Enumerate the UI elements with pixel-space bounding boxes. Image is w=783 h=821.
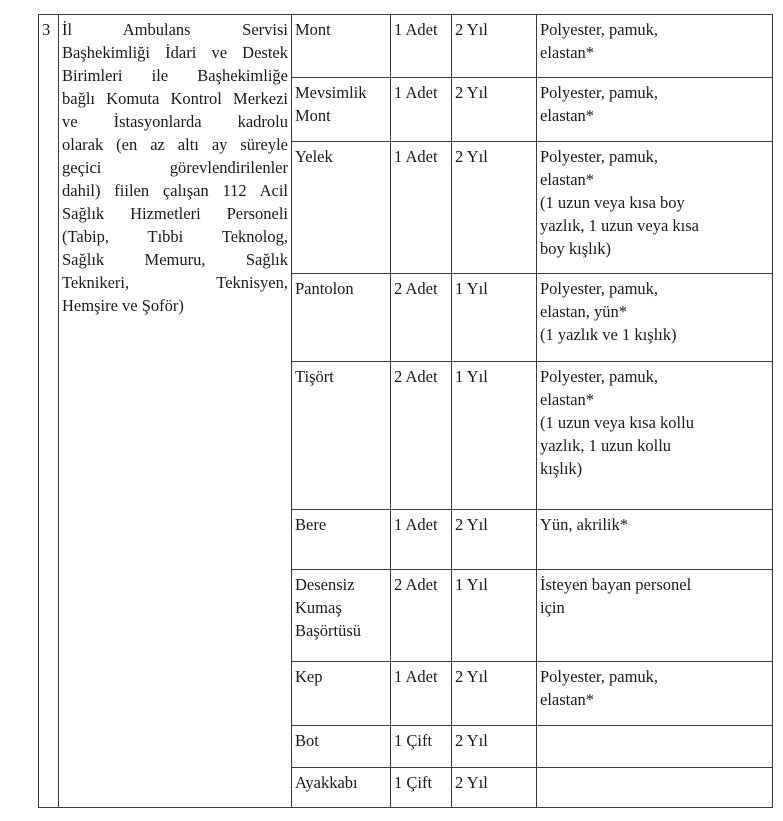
material-line: kışlık) — [540, 459, 583, 478]
item-period: 2 Yıl — [452, 15, 537, 78]
item-period: 2 Yıl — [452, 78, 537, 142]
description-line: olarak (en az altı ay süreyle — [62, 135, 288, 154]
material-line: Polyester, pamuk, — [540, 279, 659, 298]
material-line: (1 yazlık ve 1 kışlık) — [540, 325, 677, 344]
description-line: Teknikeri, Teknisyen, — [62, 273, 288, 292]
clothing-allowance-table — [38, 14, 773, 808]
material-line: (1 uzun veya kısa boy — [540, 193, 685, 212]
material-line: Polyester, pamuk, — [540, 20, 659, 39]
material-line: elastan* — [540, 43, 595, 62]
item-name: Bot — [292, 726, 391, 768]
item-name: Tişört — [292, 362, 391, 510]
table-row — [39, 15, 773, 78]
item-quantity: 1 Adet — [391, 142, 452, 274]
item-period: 2 Yıl — [452, 662, 537, 726]
item-name: Desensiz Kumaş Başörtüsü — [292, 570, 391, 662]
item-period: 1 Yıl — [452, 274, 537, 362]
item-quantity: 2 Adet — [391, 570, 452, 662]
item-quantity: 2 Adet — [391, 274, 452, 362]
material-line: (1 uzun veya kısa kollu — [540, 413, 694, 432]
description-line: (Tabip, Tıbbi Teknolog, — [62, 227, 288, 246]
item-name: Kep — [292, 662, 391, 726]
item-period: 2 Yıl — [452, 726, 537, 768]
item-period: 2 Yıl — [452, 142, 537, 274]
material-line: boy kışlık) — [540, 239, 612, 258]
item-material — [537, 726, 773, 768]
item-material — [537, 15, 773, 78]
description-line: İl Ambulans Servisi — [62, 20, 288, 39]
description-line: dahil) fiilen çalışan 112 Acil — [62, 181, 288, 200]
item-name: Mont — [292, 15, 391, 78]
item-material — [537, 362, 773, 510]
item-period: 2 Yıl — [452, 768, 537, 808]
item-period: 1 Yıl — [452, 570, 537, 662]
item-name: Yelek — [292, 142, 391, 274]
material-line: elastan* — [540, 106, 595, 125]
item-quantity: 1 Adet — [391, 78, 452, 142]
description-line: Birimleri ile Başhekimliğe — [62, 66, 288, 85]
item-quantity: 1 Adet — [391, 662, 452, 726]
description-line: ve İstasyonlarda kadrolu — [62, 112, 288, 131]
item-material — [537, 142, 773, 274]
description-line: Sağlık Memuru, Sağlık — [62, 250, 288, 269]
item-period: 1 Yıl — [452, 362, 537, 510]
row-number-cell: 3 — [39, 15, 59, 808]
material-line: yazlık, 1 uzun kollu — [540, 436, 672, 455]
material-line: elastan* — [540, 390, 595, 409]
description-line: geçici görevlendirilenler — [62, 158, 288, 177]
material-line: Polyester, pamuk, — [540, 367, 659, 386]
material-line: Polyester, pamuk, — [540, 667, 659, 686]
item-quantity: 1 Adet — [391, 510, 452, 570]
material-line: Yün, akrilik* — [540, 515, 628, 534]
material-line: yazlık, 1 uzun veya kısa — [540, 216, 699, 235]
item-material — [537, 570, 773, 662]
material-line: İsteyen bayan personel — [540, 575, 692, 594]
item-name: Pantolon — [292, 274, 391, 362]
description-line: Hemşire ve Şoför) — [62, 296, 184, 315]
item-material — [537, 78, 773, 142]
description-line: Sağlık Hizmetleri Personeli — [62, 204, 288, 223]
material-line: elastan, yün* — [540, 302, 628, 321]
material-line: için — [540, 598, 565, 617]
material-line: Polyester, pamuk, — [540, 147, 659, 166]
personnel-description-cell — [59, 15, 292, 808]
item-quantity: 1 Çift — [391, 726, 452, 768]
item-name: Bere — [292, 510, 391, 570]
description-line: Başhekimliği İdari ve Destek — [62, 43, 288, 62]
item-quantity: 1 Çift — [391, 768, 452, 808]
item-material — [537, 510, 773, 570]
item-name: Ayakkabı — [292, 768, 391, 808]
material-line: Polyester, pamuk, — [540, 83, 659, 102]
item-period: 2 Yıl — [452, 510, 537, 570]
item-material — [537, 768, 773, 808]
item-quantity: 1 Adet — [391, 15, 452, 78]
description-line: bağlı Komuta Kontrol Merkezi — [62, 89, 288, 108]
material-line: elastan* — [540, 170, 595, 189]
item-material — [537, 662, 773, 726]
item-quantity: 2 Adet — [391, 362, 452, 510]
item-name: Mevsimlik Mont — [292, 78, 391, 142]
item-material — [537, 274, 773, 362]
material-line: elastan* — [540, 690, 595, 709]
